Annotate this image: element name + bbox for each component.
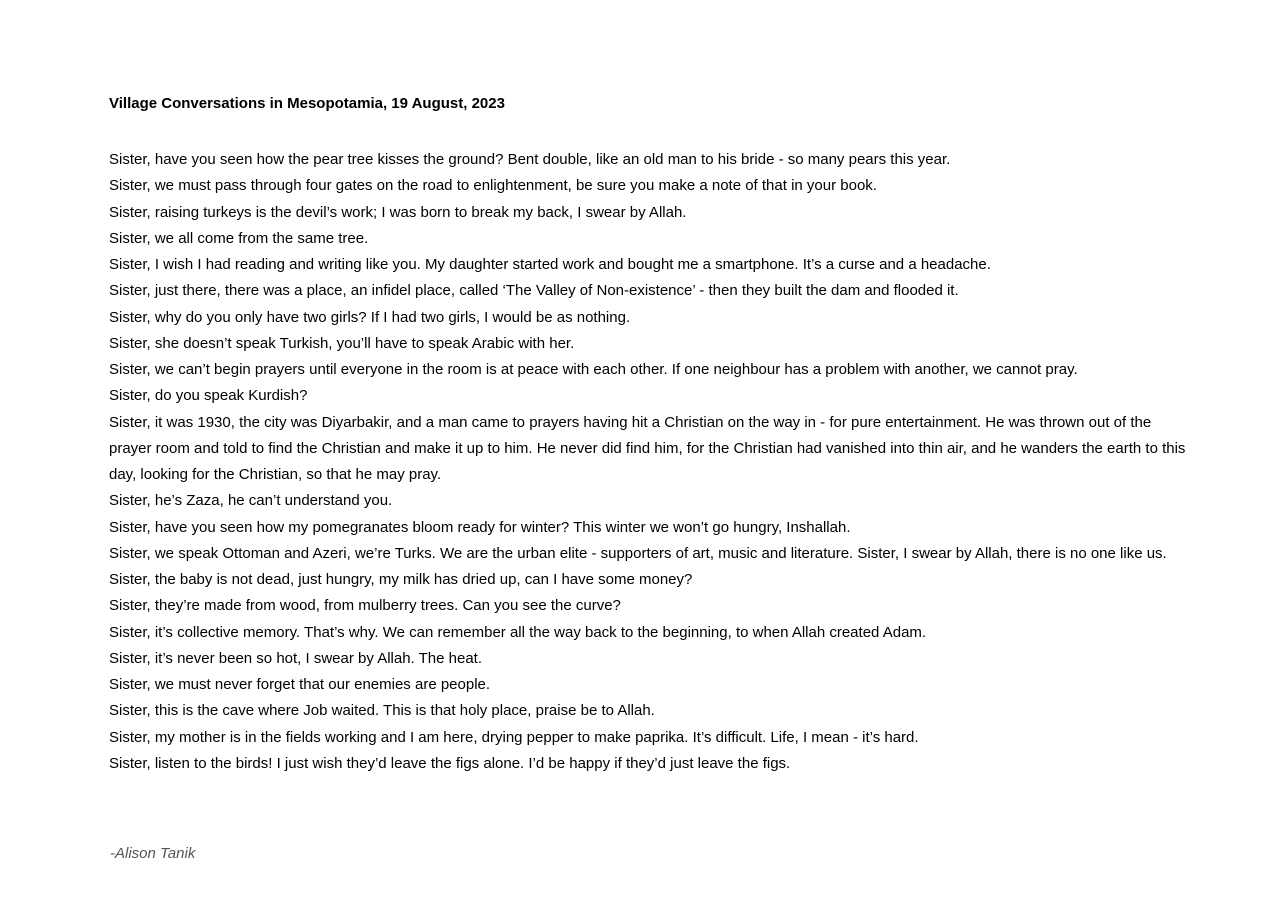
document-title: Village Conversations in Mesopotamia, 19 August, 2023 [109,95,505,112]
conversation-line: Sister, it’s collective memory. That’s why. We can remember all the way back to the beginning, to when Allah created Adam. [109,623,927,641]
conversation-line: Sister, do you speak Kurdish? [109,387,308,405]
conversation-line: Sister, we must never forget that our enemies are people. [109,676,491,693]
conversation-lines [109,147,1189,777]
conversation-line: Sister, why do you only have two girls? If I had two girls, I would be as nothing. [109,308,631,326]
conversation-line: Sister, my mother is in the fields working and I am here, drying pepper to make paprika. It’s difficult. Life, I mean - it’s hard. [109,728,919,746]
conversation-line: Sister, raising turkeys is the devil’s work; I was born to break my back, I swear by Allah. [109,203,687,221]
conversation-line: Sister, the baby is not dead, just hungry, my milk has dried up, can I have some money? [109,571,693,588]
conversation-line: Sister, it’s never been so hot, I swear by Allah. The heat. [109,649,482,667]
conversation-line: Sister, have you seen how my pomegranates bloom ready for winter? This winter we won’t go hungry, Inshallah. [109,518,851,536]
conversation-line: Sister, I wish I had reading and writing like you. My daughter started work and bought me a smartphone. It’s a curse and a headache. [109,256,991,273]
conversation-line: Sister, it was 1930, the city was Diyarbakir, and a man came to prayers having hit a Christian on the way in - for pure entertainment. He was thrown out of the prayer room and told to find the Christian and make it up to him. He never did find him, for the Christian had vanished into thin air, and he wanders the earth to this day, looking for the Christian, so that he may pray. [109,413,1186,483]
conversation-line: Sister, we speak Ottoman and Azeri, we’re Turks. We are the urban elite - supporters of art, music and literature. Sister, I swear by Allah, there is no one like us. [109,544,1167,562]
conversation-line: Sister, she doesn’t speak Turkish, you’ll have to speak Arabic with her. [109,334,575,352]
conversation-line: Sister, he’s Zaza, he can’t understand you. [109,492,393,510]
conversation-line: Sister, have you seen how the pear tree kisses the ground? Bent double, like an old man to his bride - so many pears this year. [109,151,951,168]
conversation-line: Sister, just there, there was a place, an infidel place, called ‘The Valley of Non-existence’ - then they built the dam and flooded it. [109,282,959,300]
conversation-line: Sister, we all come from the same tree. [109,229,369,247]
conversation-line: Sister, they’re made from wood, from mulberry trees. Can you see the curve? [109,597,621,615]
conversation-line: Sister, we can’t begin prayers until everyone in the room is at peace with each other. If one neighbour has a problem with another, we cannot pray. [109,361,1078,378]
document-page [109,94,1189,777]
author-signature: -Alison Tanik [110,845,196,862]
conversation-line: Sister, listen to the birds! I just wish they’d leave the figs alone. I’d be happy if they’d just leave the figs. [109,754,791,772]
conversation-line: Sister, this is the cave where Job waited. This is that holy place, praise be to Allah. [109,702,655,720]
conversation-line: Sister, we must pass through four gates on the road to enlightenment, be sure you make a note of that in your book. [109,177,877,195]
